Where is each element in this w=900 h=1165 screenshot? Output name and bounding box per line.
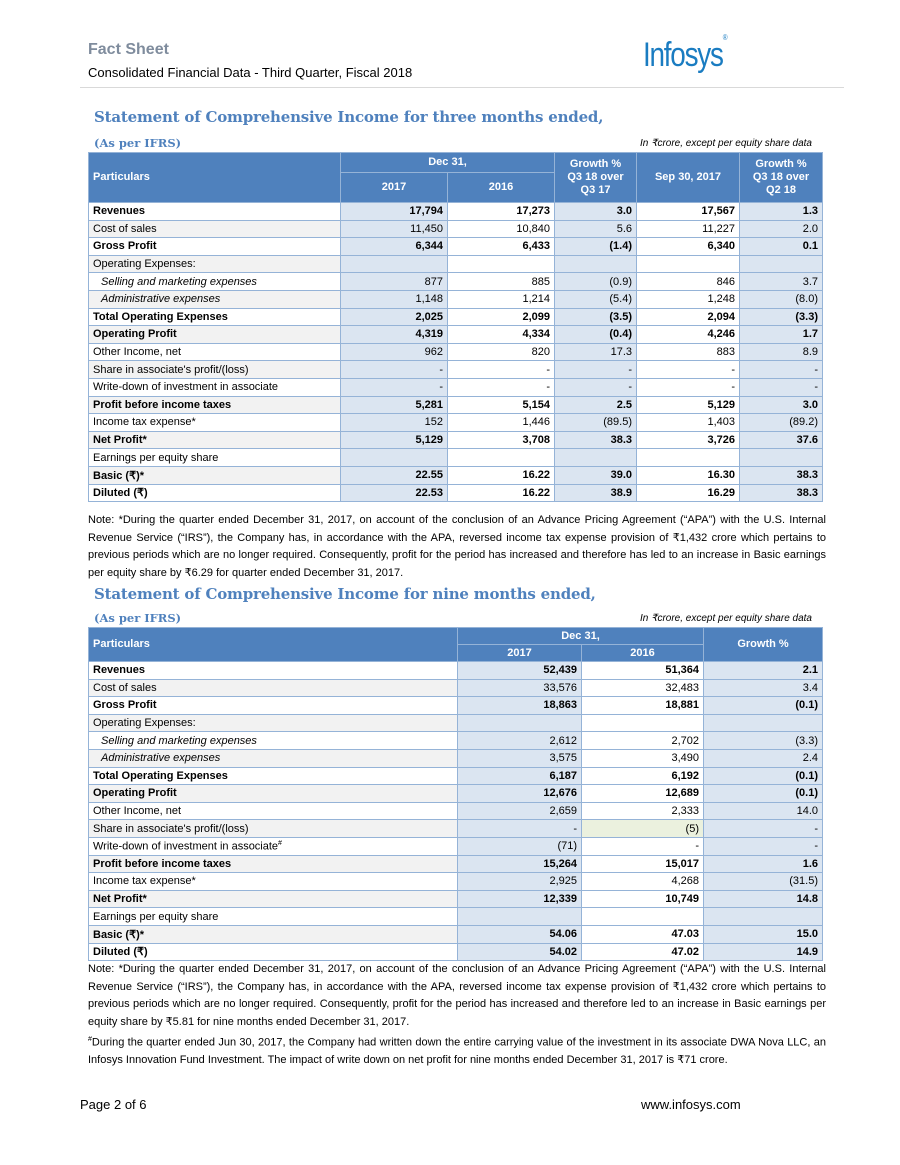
row-label: Administrative expenses: [89, 749, 458, 767]
value-cell: 16.29: [637, 484, 740, 502]
value-cell: (8.0): [740, 290, 823, 308]
value-cell: 2.5: [555, 396, 637, 414]
value-cell: 4,319: [341, 326, 448, 344]
value-cell: (0.4): [555, 326, 637, 344]
value-cell: -: [555, 361, 637, 379]
value-cell: -: [555, 378, 637, 396]
value-cell: 12,339: [458, 890, 582, 908]
value-cell: 3.7: [740, 273, 823, 291]
table-row: [89, 662, 823, 680]
row-label: Basic (₹)*: [89, 925, 458, 943]
value-cell: 18,863: [458, 697, 582, 715]
value-cell: 54.06: [458, 925, 582, 943]
table-row: [89, 326, 823, 344]
value-cell: 2,702: [582, 732, 704, 750]
row-label: Operating Expenses:: [89, 255, 341, 273]
header-2017-2: 2017: [458, 645, 582, 662]
row-label: Write-down of investment in associate#: [89, 837, 458, 855]
row-label: Income tax expense*: [89, 873, 458, 891]
value-cell: -: [637, 361, 740, 379]
table-row: [89, 203, 823, 221]
value-cell: 5,129: [341, 431, 448, 449]
table-row: [89, 414, 823, 432]
value-cell: 4,246: [637, 326, 740, 344]
value-cell: 2,094: [637, 308, 740, 326]
value-cell: 47.02: [582, 943, 704, 961]
table-row: [89, 749, 823, 767]
row-label: Selling and marketing expenses: [89, 732, 458, 750]
value-cell: [458, 714, 582, 732]
table-row: [89, 890, 823, 908]
nine-months-footnote: [88, 961, 826, 1070]
value-cell: (0.1): [704, 785, 823, 803]
header-sep30: Sep 30, 2017: [637, 153, 740, 203]
row-label: Cost of sales: [89, 220, 341, 238]
value-cell: 885: [448, 273, 555, 291]
value-cell: 33,576: [458, 679, 582, 697]
value-cell: 1.7: [740, 326, 823, 344]
value-cell: 16.22: [448, 484, 555, 502]
row-label: Gross Profit: [89, 697, 458, 715]
header-dec31-2: Dec 31,: [458, 628, 704, 645]
row-label: Operating Expenses:: [89, 714, 458, 732]
value-cell: 3,490: [582, 749, 704, 767]
row-label: Income tax expense*: [89, 414, 341, 432]
row-label: Profit before income taxes: [89, 855, 458, 873]
value-cell: 22.53: [341, 484, 448, 502]
row-label: Other Income, net: [89, 343, 341, 361]
table-row: [89, 943, 823, 961]
row-label: Gross Profit: [89, 238, 341, 256]
value-cell: 3,726: [637, 431, 740, 449]
value-cell: 32,483: [582, 679, 704, 697]
value-cell: 1,446: [448, 414, 555, 432]
value-cell: 17,794: [341, 203, 448, 221]
value-cell: [582, 714, 704, 732]
row-label: Earnings per equity share: [89, 449, 341, 467]
value-cell: -: [341, 361, 448, 379]
row-label: Earnings per equity share: [89, 908, 458, 926]
value-cell: [637, 449, 740, 467]
row-label: Administrative expenses: [89, 290, 341, 308]
value-cell: 14.0: [704, 802, 823, 820]
table-row: [89, 466, 823, 484]
table-row: [89, 255, 823, 273]
row-label: Total Operating Expenses: [89, 767, 458, 785]
table-row: [89, 873, 823, 891]
value-cell: 2,612: [458, 732, 582, 750]
value-cell: 10,840: [448, 220, 555, 238]
value-cell: 0.1: [740, 238, 823, 256]
row-label: Diluted (₹): [89, 943, 458, 961]
value-cell: [637, 255, 740, 273]
table-row: [89, 396, 823, 414]
row-label: Cost of sales: [89, 679, 458, 697]
value-cell: [448, 449, 555, 467]
value-cell: (5): [582, 820, 704, 838]
value-cell: 6,192: [582, 767, 704, 785]
row-label: Other Income, net: [89, 802, 458, 820]
value-cell: 1,403: [637, 414, 740, 432]
table-row: [89, 697, 823, 715]
logo-text: Infosys: [643, 36, 723, 74]
table-row: [89, 855, 823, 873]
value-cell: 883: [637, 343, 740, 361]
header-2016: 2016: [448, 173, 555, 203]
table-row: [89, 449, 823, 467]
units-note-2: In ₹crore, except per equity share data: [639, 613, 812, 624]
value-cell: 2.1: [704, 662, 823, 680]
value-cell: -: [704, 820, 823, 838]
value-cell: -: [704, 837, 823, 855]
value-cell: 2.0: [740, 220, 823, 238]
header-2017: 2017: [341, 173, 448, 203]
value-cell: 152: [341, 414, 448, 432]
header-2016-2: 2016: [582, 645, 704, 662]
value-cell: 15,264: [458, 855, 582, 873]
page-number: Page 2 of 6: [80, 1097, 147, 1112]
value-cell: 3,708: [448, 431, 555, 449]
value-cell: 3.0: [555, 203, 637, 221]
three-months-footnote: Note: *During the quarter ended December 31, 2017, on account of the conclusion of an Advance Pricing Agreement (“APA”) with the U.S. Internal Revenue Service (“IRS”), the Company has, in accordance with the APA, reversed income tax expense provision of ₹1,432 crore which pertains to previous periods which are no longer required. Consequently, profit for the period has increased and therefore has led to an increase in Basic earnings per equity share by ₹6.29 for quarter ended December 31, 2017.: [88, 514, 826, 579]
row-label: Share in associate's profit/(loss): [89, 361, 341, 379]
value-cell: (0.1): [704, 767, 823, 785]
value-cell: 37.6: [740, 431, 823, 449]
row-label: Diluted (₹): [89, 484, 341, 502]
value-cell: [704, 714, 823, 732]
table-row: [89, 273, 823, 291]
row-label: Selling and marketing expenses: [89, 273, 341, 291]
value-cell: [555, 449, 637, 467]
nine-months-income-table: [88, 627, 823, 961]
table-row: [89, 908, 823, 926]
value-cell: 5.6: [555, 220, 637, 238]
value-cell: 16.22: [448, 466, 555, 484]
value-cell: [458, 908, 582, 926]
value-cell: [704, 908, 823, 926]
value-cell: 2,333: [582, 802, 704, 820]
units-note: In ₹crore, except per equity share data: [639, 138, 812, 149]
value-cell: 2,659: [458, 802, 582, 820]
row-label: Share in associate's profit/(loss): [89, 820, 458, 838]
value-cell: 2,925: [458, 873, 582, 891]
table-row: [89, 361, 823, 379]
value-cell: 16.30: [637, 466, 740, 484]
row-label: Revenues: [89, 662, 458, 680]
value-cell: 38.3: [740, 484, 823, 502]
row-label: Write-down of investment in associate: [89, 378, 341, 396]
row-label: Net Profit*: [89, 890, 458, 908]
value-cell: (3.3): [740, 308, 823, 326]
table-row: [89, 343, 823, 361]
ifrs-basis-label-2: (As per IFRS): [94, 611, 182, 625]
table-row: [89, 732, 823, 750]
value-cell: 5,129: [637, 396, 740, 414]
value-cell: 1,214: [448, 290, 555, 308]
value-cell: 3,575: [458, 749, 582, 767]
value-cell: 11,227: [637, 220, 740, 238]
value-cell: 54.02: [458, 943, 582, 961]
value-cell: 17,567: [637, 203, 740, 221]
value-cell: (0.9): [555, 273, 637, 291]
table-row: [89, 484, 823, 502]
value-cell: 52,439: [458, 662, 582, 680]
value-cell: 2.4: [704, 749, 823, 767]
value-cell: 39.0: [555, 466, 637, 484]
value-cell: 17,273: [448, 203, 555, 221]
row-label: Basic (₹)*: [89, 466, 341, 484]
value-cell: -: [341, 378, 448, 396]
row-label: Operating Profit: [89, 326, 341, 344]
table-row: [89, 308, 823, 326]
row-label: Net Profit*: [89, 431, 341, 449]
ifrs-basis-label: (As per IFRS): [94, 136, 182, 150]
table-row: [89, 837, 823, 855]
row-label: Revenues: [89, 203, 341, 221]
value-cell: 2,025: [341, 308, 448, 326]
value-cell: 3.0: [740, 396, 823, 414]
value-cell: -: [740, 378, 823, 396]
table-row: [89, 238, 823, 256]
value-cell: 12,676: [458, 785, 582, 803]
value-cell: 17.3: [555, 343, 637, 361]
header-particulars: Particulars: [89, 153, 341, 203]
header-growth-2: Growth %: [704, 628, 823, 662]
value-cell: 11,450: [341, 220, 448, 238]
value-cell: [341, 255, 448, 273]
value-cell: 1.3: [740, 203, 823, 221]
value-cell: 846: [637, 273, 740, 291]
value-cell: 38.9: [555, 484, 637, 502]
value-cell: 1.6: [704, 855, 823, 873]
row-label: Operating Profit: [89, 785, 458, 803]
value-cell: 5,154: [448, 396, 555, 414]
section-title-nine-months: Statement of Comprehensive Income for nine months ended,: [94, 585, 596, 603]
value-cell: 14.9: [704, 943, 823, 961]
value-cell: -: [740, 361, 823, 379]
value-cell: 877: [341, 273, 448, 291]
header-divider: [80, 87, 844, 88]
registered-mark: ®: [722, 32, 728, 42]
table-row: [89, 679, 823, 697]
value-cell: 820: [448, 343, 555, 361]
nine-months-note-text: Note: *During the quarter ended December 31, 2017, on account of the conclusion of an Advance Pricing Agreement (“APA”) with the U.S. Internal Revenue Service (“IRS”), the Company has, in accordance with the APA, reversed income tax expense provision of ₹1,432 crore which pertains to previous periods which are no longer required. Consequently, profit for the period has increased and therefore led to an increase in Basic earnings per equity share by ₹5.81 for nine months ended December 31, 2017.: [88, 963, 826, 1028]
value-cell: 18,881: [582, 697, 704, 715]
value-cell: 15,017: [582, 855, 704, 873]
value-cell: -: [458, 820, 582, 838]
value-cell: (31.5): [704, 873, 823, 891]
table-row: [89, 925, 823, 943]
value-cell: [740, 449, 823, 467]
value-cell: (71): [458, 837, 582, 855]
value-cell: 3.4: [704, 679, 823, 697]
write-down-note-text: During the quarter ended Jun 30, 2017, the Company had written down the entire carrying value of the investment in its associate DWA Nova LLC, an Infosys Innovation Fund Investment. The impact of write down on net profit for nine months ended December 31, 2017 is ₹71 crore.: [88, 1036, 826, 1067]
header-growth-yoy: Growth % Q3 18 over Q3 17: [555, 153, 637, 203]
value-cell: (1.4): [555, 238, 637, 256]
website-link[interactable]: www.infosys.com: [641, 1097, 741, 1112]
value-cell: 14.8: [704, 890, 823, 908]
value-cell: -: [582, 837, 704, 855]
table-row: [89, 220, 823, 238]
table-row: [89, 820, 823, 838]
value-cell: 22.55: [341, 466, 448, 484]
header-growth-qoq: Growth % Q3 18 over Q2 18: [740, 153, 823, 203]
value-cell: 6,187: [458, 767, 582, 785]
value-cell: 6,344: [341, 238, 448, 256]
value-cell: 15.0: [704, 925, 823, 943]
fact-sheet-title: Fact Sheet: [88, 41, 169, 58]
value-cell: 51,364: [582, 662, 704, 680]
infosys-logo: [643, 32, 728, 75]
table-row: [89, 290, 823, 308]
section-title-three-months: Statement of Comprehensive Income for three months ended,: [94, 108, 604, 126]
value-cell: (5.4): [555, 290, 637, 308]
value-cell: 38.3: [740, 466, 823, 484]
table-row: [89, 785, 823, 803]
value-cell: 1,148: [341, 290, 448, 308]
value-cell: (89.2): [740, 414, 823, 432]
value-cell: (3.5): [555, 308, 637, 326]
hash-footnote-mark: #: [88, 1036, 92, 1043]
value-cell: [448, 255, 555, 273]
value-cell: [740, 255, 823, 273]
value-cell: 962: [341, 343, 448, 361]
value-cell: [582, 908, 704, 926]
row-label: Profit before income taxes: [89, 396, 341, 414]
value-cell: 6,433: [448, 238, 555, 256]
value-cell: 4,334: [448, 326, 555, 344]
value-cell: (0.1): [704, 697, 823, 715]
value-cell: -: [637, 378, 740, 396]
value-cell: [341, 449, 448, 467]
row-label: Total Operating Expenses: [89, 308, 341, 326]
value-cell: -: [448, 378, 555, 396]
value-cell: 10,749: [582, 890, 704, 908]
value-cell: -: [448, 361, 555, 379]
value-cell: 47.03: [582, 925, 704, 943]
header-particulars-2: Particulars: [89, 628, 458, 662]
table-row: [89, 767, 823, 785]
value-cell: 4,268: [582, 873, 704, 891]
value-cell: [555, 255, 637, 273]
three-months-income-table: [88, 152, 823, 502]
value-cell: (89.5): [555, 414, 637, 432]
value-cell: 6,340: [637, 238, 740, 256]
value-cell: 8.9: [740, 343, 823, 361]
value-cell: 38.3: [555, 431, 637, 449]
value-cell: (3.3): [704, 732, 823, 750]
table-row: [89, 802, 823, 820]
table-row: [89, 714, 823, 732]
value-cell: 5,281: [341, 396, 448, 414]
value-cell: 1,248: [637, 290, 740, 308]
table-row: [89, 378, 823, 396]
value-cell: 2,099: [448, 308, 555, 326]
table-row: [89, 431, 823, 449]
page-header: [88, 40, 844, 80]
fact-sheet-subtitle: Consolidated Financial Data - Third Quarter, Fiscal 2018: [88, 65, 413, 80]
header-dec31: Dec 31,: [341, 153, 555, 173]
value-cell: 12,689: [582, 785, 704, 803]
